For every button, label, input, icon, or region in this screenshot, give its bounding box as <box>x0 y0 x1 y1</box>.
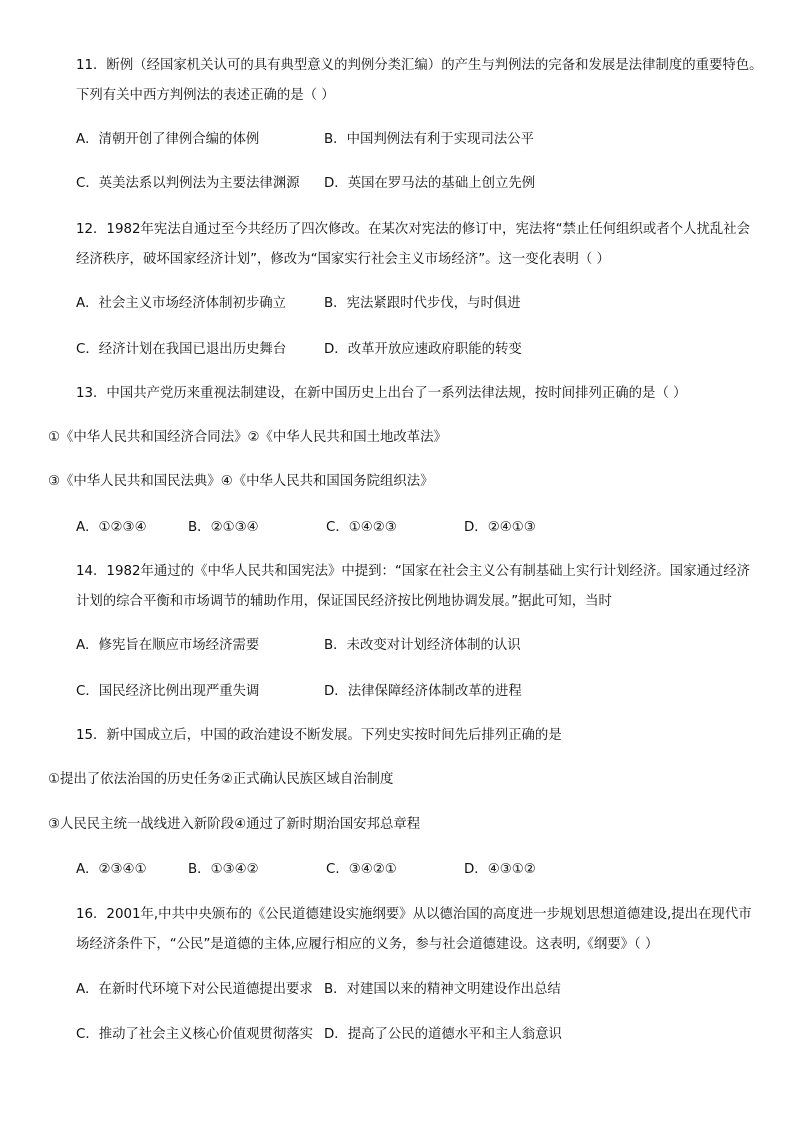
option-b: B．①③④② <box>188 862 259 877</box>
option-c: C．推动了社会主义核心价值观贯彻落实 <box>76 1027 313 1042</box>
question-sequence-line: ①提出了依法治国的历史任务②正式确认民族区域自治制度 <box>48 772 394 787</box>
option-d: D．改革开放应速政府职能的转变 <box>324 342 522 357</box>
option-a: A．修宪旨在顺应市场经济需要 <box>76 638 260 653</box>
question-stem-line: 经济秩序，破坏国家经济计划”，修改为“国家实行社会主义市场经济”。这一变化表明（ ） <box>76 252 610 267</box>
option-c: C．③④②① <box>326 862 397 877</box>
option-b: B．中国判例法有利于实现司法公平 <box>324 132 535 147</box>
question-stem-line: 15．新中国成立后，中国的政治建设不断发展。下列史实按时间先后排列正确的是 <box>76 728 562 743</box>
option-c: C．英美法系以判例法为主要法律渊源 <box>76 176 300 191</box>
question-sequence-line: ③人民民主统一战线进入新阶段④通过了新时期治国安邦总章程 <box>48 817 421 832</box>
option-b: B．对建国以来的精神文明建设作出总结 <box>324 982 561 997</box>
question-stem-line: 11．断例（经国家机关认可的具有典型意义的判例分类汇编）的产生与判例法的完备和发展是法律制度的重要特色。 <box>76 58 763 73</box>
option-c: C．国民经济比例出现严重失调 <box>76 684 260 699</box>
question-stem-line: 12．1982年宪法自通过至今共经历了四次修改。在某次对宪法的修订中，宪法将“禁止任何组织或者个人扰乱社会 <box>76 222 751 237</box>
option-d: D．法律保障经济体制改革的进程 <box>324 684 522 699</box>
question-stem-line: 场经济条件下，“公民”是道德的主体,应履行相应的义务，参与社会道德建设。这表明,《纲要》（ ） <box>76 937 659 952</box>
option-d: D．②④①③ <box>464 520 536 535</box>
option-c: C．经济计划在我国已退出历史舞台 <box>76 342 287 357</box>
option-a: A．清朝开创了律例合编的体例 <box>76 132 260 147</box>
option-a: A．①②③④ <box>76 520 147 535</box>
option-d: D．提高了公民的道德水平和主人翁意识 <box>324 1027 562 1042</box>
question-stem-line: 计划的综合平衡和市场调节的辅助作用，保证国民经济按比例地协调发展。”据此可知，当时 <box>76 594 612 609</box>
question-sequence-line: ①《中华人民共和国经济合同法》②《中华人民共和国土地改革法》 <box>48 430 447 445</box>
option-b: B．②①③④ <box>188 520 259 535</box>
option-b: B．未改变对计划经济体制的认识 <box>324 638 521 653</box>
question-stem-line: 14．1982年通过的《中华人民共和国宪法》中提到：“国家在社会主义公有制基础上实行计划经济。国家通过经济 <box>76 564 751 579</box>
question-stem-line: 下列有关中西方判例法的表述正确的是（ ） <box>76 88 335 103</box>
option-d: D．④③①② <box>464 862 536 877</box>
option-c: C．①④②③ <box>326 520 397 535</box>
question-sequence-line: ③《中华人民共和国民法典》④《中华人民共和国国务院组织法》 <box>48 474 434 489</box>
option-d: D．英国在罗马法的基础上创立先例 <box>324 176 536 191</box>
option-a: A．社会主义市场经济体制初步确立 <box>76 296 287 311</box>
question-stem-line: 13．中国共产党历来重视法制建设，在新中国历史上出台了一系列法律法规，按时间排列正确的是（ ） <box>76 386 687 401</box>
option-b: B．宪法紧跟时代步伐，与时俱进 <box>324 296 521 311</box>
question-stem-line: 16．2001年,中共中央颁布的《公民道德建设实施纲要》从以德治国的高度进一步规划思想道德建设,提出在现代市 <box>76 907 752 922</box>
option-a: A．在新时代环境下对公民道德提出要求 <box>76 982 313 997</box>
option-a: A．②③④① <box>76 862 147 877</box>
